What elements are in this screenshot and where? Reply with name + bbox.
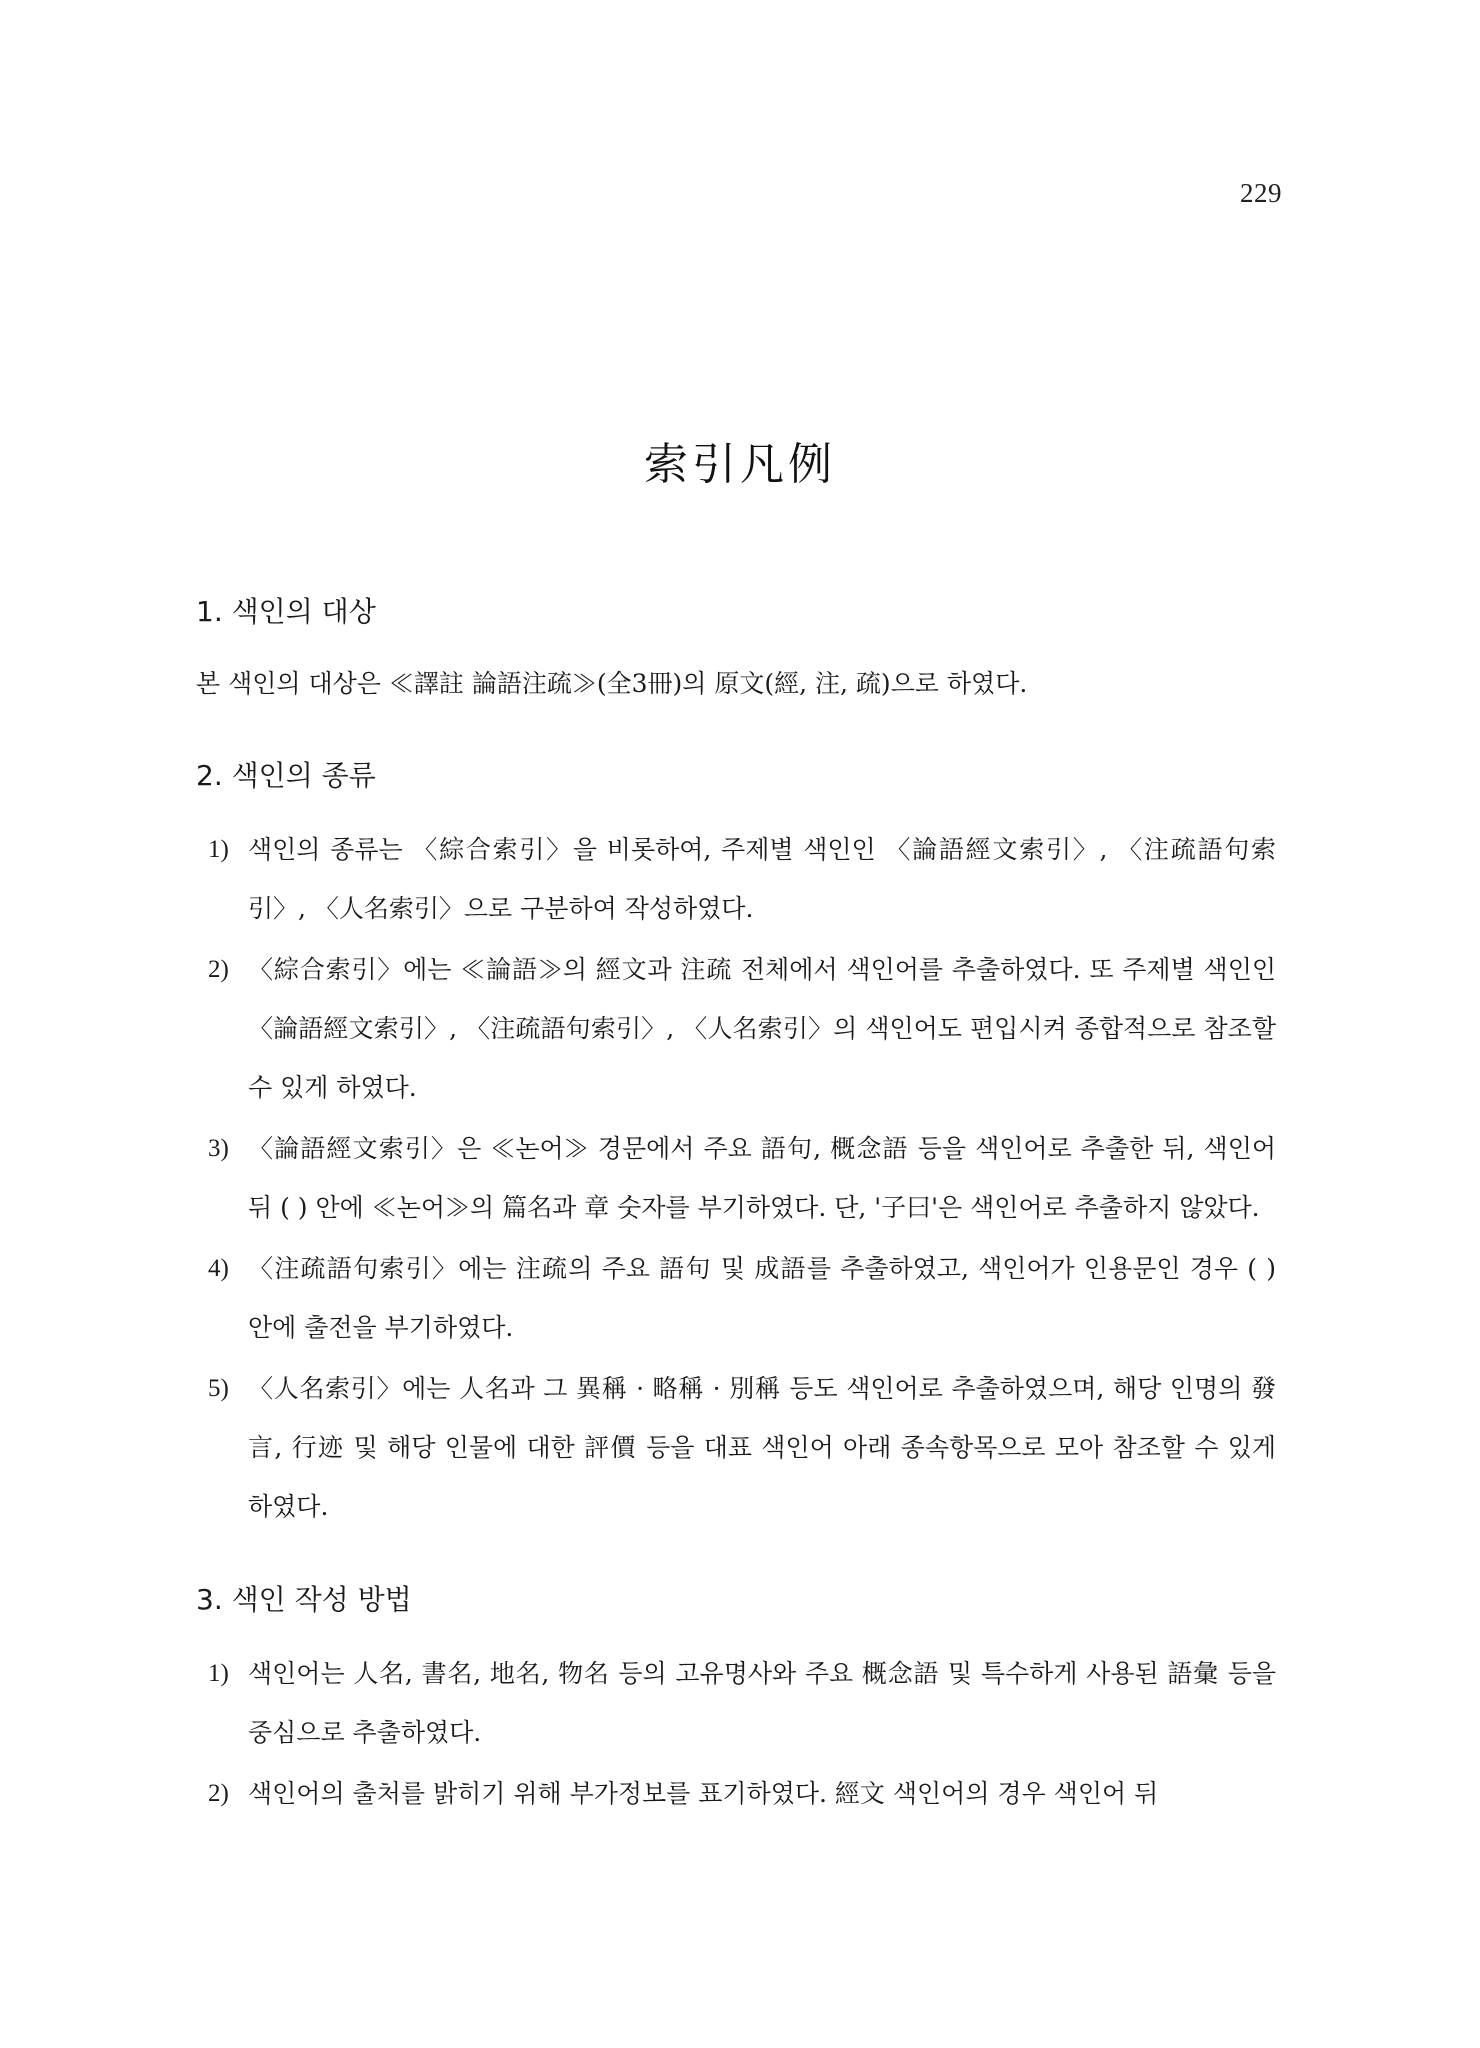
page-number: 229 [1240,178,1282,208]
list-item [196,1239,1276,1357]
list-item-number: 1) [208,1660,229,1687]
section-heading: 1. 색인의 대상 [196,595,376,628]
section-heading: 2. 색인의 종류 [196,759,376,792]
list-item [196,1119,1276,1237]
list-item-text: 〈人名索引〉에는 人名과 그 異稱 · 略稱 · 別稱 등도 색인어로 추출하였으며, 해당 인명의 發言, 行迹 및 해당 인물에 대한 評價 등을 대표 색인어 아래 종속항목으로 모아 참조할 수 있게 하였다. [248,1374,1276,1521]
section-paragraph: 본 색인의 대상은 ≪譯註 論語注疏≫(全3冊)의 原文(經, 注, 疏)으로 하였다. [196,669,1028,698]
list-item-text: 〈注疏語句索引〉에는 注疏의 주요 語句 및 成語를 추출하였고, 색인어가 인용문인 경우 ( ) 안에 출전을 부기하였다. [248,1254,1276,1342]
document-body [196,592,1276,1867]
list-item-number: 4) [208,1255,229,1282]
list-item [196,1764,1276,1823]
list-item-number: 3) [208,1135,229,1162]
list-item-text: 〈綜合索引〉에는 ≪論語≫의 經文과 注疏 전체에서 색인어를 추출하였다. 또 주제별 색인인 〈論語經文索引〉, 〈注疏語句索引〉, 〈人名索引〉의 색인어도 편입시켜 종합적으로 참조할 수 있게 하였다. [248,955,1276,1102]
list-item [196,820,1276,938]
list-item [196,1359,1276,1536]
list-item [196,940,1276,1117]
list-item-text: 〈論語經文索引〉은 ≪논어≫ 경문에서 주요 語句, 概念語 등을 색인어로 추출한 뒤, 색인어 뒤 ( ) 안에 ≪논어≫의 篇名과 章 숫자를 부기하였다. 단, '子曰'은 색인어로 추출하지 않았다. [248,1134,1276,1222]
section-heading: 3. 색인 작성 방법 [196,1583,412,1616]
list-item-text: 색인의 종류는 〈綜合索引〉을 비롯하여, 주제별 색인인 〈論語經文索引〉, 〈注疏語句索引〉, 〈人名索引〉으로 구분하여 작성하였다. [248,835,1276,923]
list-item-number: 2) [208,956,229,983]
page-title: 索引凡例 [644,439,836,490]
section-index-types [196,756,1276,1536]
section-index-method [196,1580,1276,1823]
list-item-text: 색인어는 人名, 書名, 地名, 物名 등의 고유명사와 주요 概念語 및 특수하게 사용된 語彙 등을 중심으로 추출하였다. [248,1659,1276,1747]
list-item [196,1644,1276,1762]
list-item-text: 색인어의 출처를 밝히기 위해 부가정보를 표기하였다. 經文 색인어의 경우 색인어 뒤 [248,1779,1159,1808]
list-item-number: 1) [208,836,229,863]
list-item-number: 2) [208,1780,229,1807]
section-index-target [196,592,1276,712]
list-item-number: 5) [208,1375,229,1402]
